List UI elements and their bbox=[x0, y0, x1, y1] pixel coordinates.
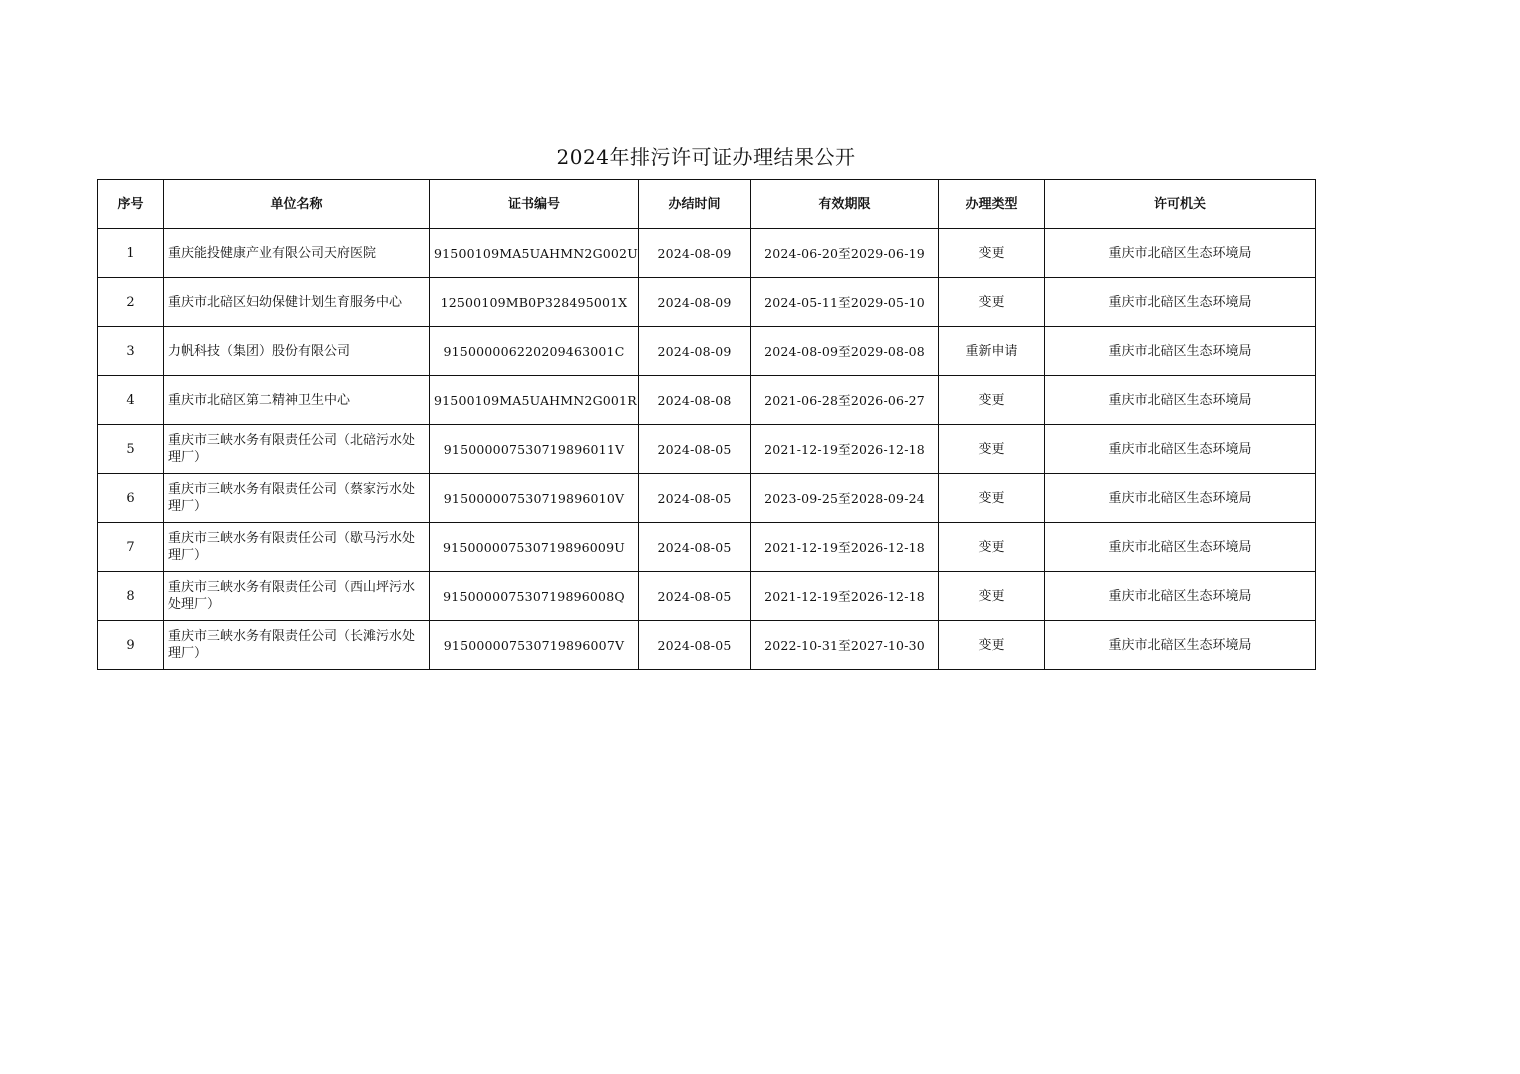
cell-process-type: 变更 bbox=[939, 425, 1045, 474]
table-row bbox=[98, 621, 1316, 670]
cell-completion-date: 2024-08-09 bbox=[639, 229, 751, 278]
table-row bbox=[98, 523, 1316, 572]
cell-validity: 2021-12-19至2026-12-18 bbox=[751, 425, 939, 474]
cell-seq: 5 bbox=[98, 425, 164, 474]
cell-cert-number: 12500109MB0P328495001X bbox=[430, 278, 639, 327]
page-title: 2024年排污许可证办理结果公开 bbox=[556, 145, 856, 169]
cell-authority: 重庆市北碚区生态环境局 bbox=[1045, 229, 1316, 278]
header-authority: 许可机关 bbox=[1045, 180, 1316, 229]
cell-validity: 2021-06-28至2026-06-27 bbox=[751, 376, 939, 425]
cell-authority: 重庆市北碚区生态环境局 bbox=[1045, 523, 1316, 572]
cell-process-type: 变更 bbox=[939, 523, 1045, 572]
cell-seq: 8 bbox=[98, 572, 164, 621]
cell-unit-name: 重庆市三峡水务有限责任公司（西山坪污水处理厂） bbox=[164, 572, 430, 621]
cell-validity: 2024-05-11至2029-05-10 bbox=[751, 278, 939, 327]
cell-cert-number: 915000006220209463001C bbox=[430, 327, 639, 376]
header-seq: 序号 bbox=[98, 180, 164, 229]
cell-validity: 2021-12-19至2026-12-18 bbox=[751, 572, 939, 621]
cell-validity: 2022-10-31至2027-10-30 bbox=[751, 621, 939, 670]
cell-completion-date: 2024-08-05 bbox=[639, 425, 751, 474]
cell-cert-number: 915000007530719896009U bbox=[430, 523, 639, 572]
permit-results-table bbox=[97, 179, 1316, 670]
cell-process-type: 变更 bbox=[939, 572, 1045, 621]
cell-completion-date: 2024-08-09 bbox=[639, 327, 751, 376]
table-row bbox=[98, 572, 1316, 621]
cell-validity: 2024-06-20至2029-06-19 bbox=[751, 229, 939, 278]
table-row bbox=[98, 474, 1316, 523]
cell-unit-name: 重庆市三峡水务有限责任公司（蔡家污水处理厂） bbox=[164, 474, 430, 523]
cell-process-type: 重新申请 bbox=[939, 327, 1045, 376]
cell-completion-date: 2024-08-08 bbox=[639, 376, 751, 425]
cell-authority: 重庆市北碚区生态环境局 bbox=[1045, 572, 1316, 621]
header-process-type: 办理类型 bbox=[939, 180, 1045, 229]
cell-process-type: 变更 bbox=[939, 474, 1045, 523]
header-completion-date: 办结时间 bbox=[639, 180, 751, 229]
cell-unit-name: 力帆科技（集团）股份有限公司 bbox=[164, 327, 430, 376]
cell-unit-name: 重庆市三峡水务有限责任公司（北碚污水处理厂） bbox=[164, 425, 430, 474]
cell-cert-number: 91500109MA5UAHMN2G001R bbox=[430, 376, 639, 425]
cell-cert-number: 915000007530719896010V bbox=[430, 474, 639, 523]
cell-process-type: 变更 bbox=[939, 278, 1045, 327]
cell-seq: 2 bbox=[98, 278, 164, 327]
cell-unit-name: 重庆市三峡水务有限责任公司（长滩污水处理厂） bbox=[164, 621, 430, 670]
table-header-row bbox=[98, 180, 1316, 229]
cell-unit-name: 重庆市北碚区第二精神卫生中心 bbox=[164, 376, 430, 425]
header-validity: 有效期限 bbox=[751, 180, 939, 229]
cell-authority: 重庆市北碚区生态环境局 bbox=[1045, 376, 1316, 425]
cell-seq: 6 bbox=[98, 474, 164, 523]
cell-authority: 重庆市北碚区生态环境局 bbox=[1045, 327, 1316, 376]
cell-validity: 2021-12-19至2026-12-18 bbox=[751, 523, 939, 572]
table-row bbox=[98, 327, 1316, 376]
cell-validity: 2024-08-09至2029-08-08 bbox=[751, 327, 939, 376]
cell-cert-number: 91500109MA5UAHMN2G002U bbox=[430, 229, 639, 278]
cell-completion-date: 2024-08-05 bbox=[639, 474, 751, 523]
cell-cert-number: 915000007530719896011V bbox=[430, 425, 639, 474]
cell-completion-date: 2024-08-05 bbox=[639, 572, 751, 621]
table-row bbox=[98, 376, 1316, 425]
table-row bbox=[98, 278, 1316, 327]
cell-process-type: 变更 bbox=[939, 229, 1045, 278]
cell-unit-name: 重庆能投健康产业有限公司天府医院 bbox=[164, 229, 430, 278]
cell-cert-number: 915000007530719896008Q bbox=[430, 572, 639, 621]
cell-completion-date: 2024-08-05 bbox=[639, 621, 751, 670]
cell-seq: 4 bbox=[98, 376, 164, 425]
cell-process-type: 变更 bbox=[939, 621, 1045, 670]
cell-authority: 重庆市北碚区生态环境局 bbox=[1045, 278, 1316, 327]
cell-authority: 重庆市北碚区生态环境局 bbox=[1045, 425, 1316, 474]
cell-authority: 重庆市北碚区生态环境局 bbox=[1045, 474, 1316, 523]
cell-process-type: 变更 bbox=[939, 376, 1045, 425]
cell-validity: 2023-09-25至2028-09-24 bbox=[751, 474, 939, 523]
cell-authority: 重庆市北碚区生态环境局 bbox=[1045, 621, 1316, 670]
header-unit-name: 单位名称 bbox=[164, 180, 430, 229]
table-row bbox=[98, 229, 1316, 278]
cell-completion-date: 2024-08-05 bbox=[639, 523, 751, 572]
cell-unit-name: 重庆市三峡水务有限责任公司（歇马污水处理厂） bbox=[164, 523, 430, 572]
cell-seq: 1 bbox=[98, 229, 164, 278]
cell-cert-number: 915000007530719896007V bbox=[430, 621, 639, 670]
table-row bbox=[98, 425, 1316, 474]
cell-seq: 7 bbox=[98, 523, 164, 572]
cell-seq: 9 bbox=[98, 621, 164, 670]
cell-seq: 3 bbox=[98, 327, 164, 376]
cell-completion-date: 2024-08-09 bbox=[639, 278, 751, 327]
header-cert-number: 证书编号 bbox=[430, 180, 639, 229]
cell-unit-name: 重庆市北碚区妇幼保健计划生育服务中心 bbox=[164, 278, 430, 327]
